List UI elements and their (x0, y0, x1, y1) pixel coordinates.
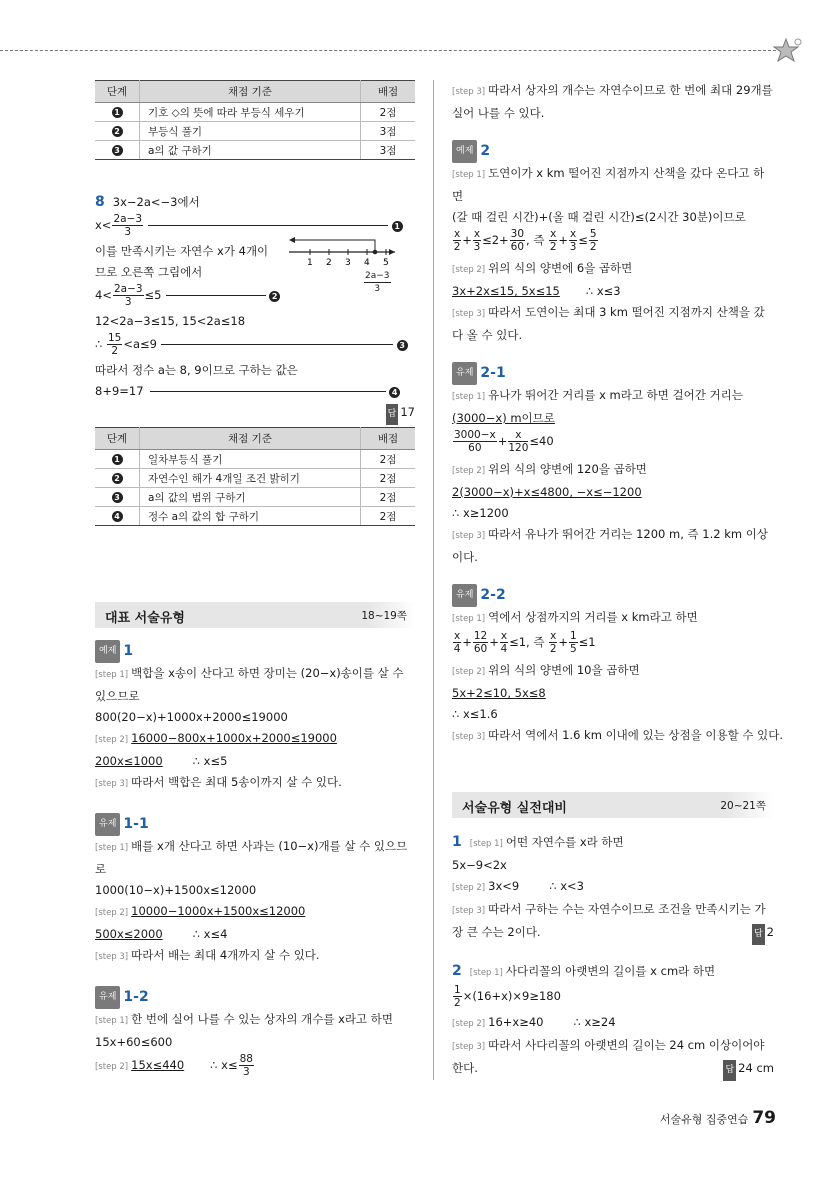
criterion: 자연수인 해가 4개일 조건 밝히기 (140, 469, 361, 488)
solution-line: ∴ x≥1200 (452, 506, 509, 520)
exercise-1-2 (95, 986, 415, 1081)
tick-label: 5 (383, 258, 389, 268)
solution-line: 200x≤1000 (95, 754, 163, 768)
exercise-1-1 (95, 813, 415, 968)
section-title: 대표 서술유형 (105, 611, 185, 626)
number-line-label: $\frac{2a-3}{3}$ (365, 271, 390, 294)
step-label: [step 1] (95, 1016, 129, 1026)
exercise-number: 1-2 (123, 989, 149, 1005)
step-label: [step 2] (95, 908, 129, 918)
tick-label: 1 (307, 258, 313, 268)
math-text: 4< (95, 288, 112, 302)
scoring-table-2 (95, 427, 415, 526)
step-label: [step 1] (95, 670, 129, 680)
answer-badge: 답 (386, 404, 399, 425)
step-number: 1 (112, 107, 123, 118)
page-footer (660, 1108, 776, 1128)
table-row (95, 507, 415, 526)
table-row (95, 141, 415, 160)
solution-line: 15x+60≤600 (95, 1035, 173, 1049)
solution-line: 위의 식의 양변에 120을 곱하면 (488, 462, 647, 476)
solution-line: ∴ x≤ (210, 1058, 238, 1072)
solution-line: ∴ x<3 (549, 879, 584, 893)
solution-line: 따라서 백합은 최대 5송이까지 살 수 있다. (131, 775, 342, 789)
page-number: 79 (752, 1108, 776, 1128)
solution-line: 16000−800x+1000x+2000≤19000 (131, 731, 337, 745)
criterion: 일차부등식 풀기 (140, 450, 361, 469)
solution-line: 따라서 정수 a는 8, 9이므로 구하는 값은 (95, 363, 298, 377)
step-marker: 3 (397, 340, 408, 351)
page-range: 20~21쪽 (720, 800, 766, 812)
exercise-number: 1-1 (123, 816, 149, 832)
answer-value: 17 (400, 405, 415, 419)
points: 2점 (361, 469, 416, 488)
example-2 (452, 140, 774, 346)
table-row (95, 469, 415, 488)
example-number: 1 (123, 643, 134, 659)
step-number: 3 (112, 145, 123, 156)
math-text: ∴ (95, 337, 103, 351)
solution-line: ∴ x≥24 (573, 1015, 616, 1029)
solution-line: 따라서 상자의 개수는 자연수이므로 한 번에 최대 29개를 실어 나를 수 있다. (452, 83, 773, 120)
table-header: 채점 기준 (140, 428, 361, 450)
points: 2점 (361, 103, 416, 122)
footer-label: 서술유형 집중연습 (659, 1113, 749, 1126)
points: 3점 (361, 141, 416, 160)
left-column (95, 80, 415, 1081)
step-number: 4 (112, 511, 123, 522)
answer-value: 24 cm (738, 1061, 774, 1075)
exercise-2-1 (452, 362, 774, 568)
step-number: 2 (112, 126, 123, 137)
table-row (95, 488, 415, 507)
step-label: [step 1] (469, 839, 503, 849)
solution-line: 따라서 유나가 뛰어간 거리는 1200 m, 즉 1.2 km 이상이다. (452, 527, 768, 564)
solution-line: 1000(10−x)+1500x≤12000 (95, 883, 257, 897)
table-header: 배점 (361, 428, 416, 450)
exercise-number: 2-2 (480, 587, 506, 603)
inequality: $\frac{x}{2}$ + $\frac{x}{3}$ ≤2+ $\frac{30}{60}$ , 즉 $\frac{x}{2}$ + $\frac{x}{3}$ ≤ $\frac{5}{2}$ (453, 228, 597, 253)
exercise-tag: 유제 (95, 813, 120, 836)
step-label: [step 1] (452, 170, 486, 180)
question-2 (452, 961, 774, 1081)
solution-line: 3x−2a<−3에서 (112, 195, 200, 209)
header-rule (0, 50, 776, 51)
solution-line: 따라서 구하는 수는 자연수이므로 조건을 만족시키는 가장 큰 수는 2이다. (452, 902, 766, 939)
solution-line: 어떤 자연수를 x라 하면 (505, 835, 624, 849)
section-banner (452, 792, 774, 818)
points: 2점 (361, 450, 416, 469)
example-tag: 예제 (452, 140, 477, 163)
step-label: [step 2] (452, 667, 486, 677)
step-label: [step 3] (452, 906, 486, 916)
solution-line: ×(16+x)×9≥180 (462, 989, 561, 1003)
step-label: [step 2] (452, 466, 486, 476)
math-text: <a≤9 (123, 337, 157, 351)
column-divider (433, 80, 434, 1080)
scoring-table-1 (95, 80, 415, 160)
solution-line: 5x−9<2x (452, 858, 507, 872)
solution-line: (갈 때 걸린 시간)+(올 때 걸린 시간)≤(2시간 30분)이므로 (452, 210, 746, 224)
step-label: [step 3] (452, 732, 486, 742)
points: 2점 (361, 507, 416, 526)
fraction: $\frac{15}{2}$ (107, 332, 122, 357)
step-number: 2 (112, 473, 123, 484)
step-label: [step 2] (452, 265, 486, 275)
table-header: 단계 (95, 428, 140, 450)
answer-badge: 답 (752, 924, 765, 945)
table-header: 채점 기준 (140, 81, 361, 103)
step-number: 1 (112, 454, 123, 465)
criterion: a의 값의 범위 구하기 (140, 488, 361, 507)
solution-line: 500x≤2000 (95, 927, 163, 941)
example-number: 2 (480, 143, 491, 159)
solution-line: 이를 만족시키는 자연수 x가 4개이 (95, 244, 269, 258)
criterion: 부등식 풀기 (140, 122, 361, 141)
problem-number: 1 (452, 834, 462, 850)
solution-line: 한 번에 실어 나를 수 있는 상자의 개수를 x라고 하면 (131, 1012, 394, 1026)
question-1 (452, 832, 774, 945)
points: 2점 (361, 488, 416, 507)
step-label: [step 1] (452, 392, 486, 402)
solution-line: 16+x≥40 (488, 1015, 544, 1029)
fraction: $\frac{2a-3}{3}$ (113, 213, 143, 238)
solution-line: 위의 식의 양변에 6을 곱하면 (488, 261, 633, 275)
solution-line: 12<2a−3≤15, 15<2a≤18 (95, 314, 246, 328)
problem-8 (95, 192, 415, 425)
step-label: [step 2] (452, 883, 486, 893)
fraction: $\frac{1}{2}$ (454, 984, 461, 1009)
right-column (452, 80, 784, 1081)
step-label: [step 3] (452, 531, 486, 541)
step-label: [step 3] (452, 87, 486, 97)
solution-line: ∴ x≤5 (192, 754, 228, 768)
page-range: 18~19쪽 (361, 610, 407, 622)
math-text: x< (95, 218, 112, 232)
fraction: $\frac{2a-3}{3}$ (113, 283, 143, 308)
solution-line: 유나가 뛰어간 거리를 x m라고 하면 걸어간 거리는 (488, 388, 743, 402)
answer-badge: 답 (723, 1060, 736, 1081)
exercise-tag: 유제 (95, 986, 120, 1009)
solution-line: 배를 x개 산다고 하면 사과는 (10−x)개를 살 수 있으므로 (95, 839, 408, 876)
exercise-number: 2-1 (480, 365, 506, 381)
section-banner (95, 602, 415, 628)
points: 3점 (361, 122, 416, 141)
table-header: 배점 (361, 81, 416, 103)
step-label: [step 1] (469, 968, 503, 978)
exercise-2-2 (452, 584, 784, 748)
section-title: 서술유형 실전대비 (462, 801, 567, 816)
problem-number: 2 (452, 963, 462, 979)
step-label: [step 3] (452, 1042, 486, 1052)
step-label: [step 3] (95, 779, 129, 789)
solution-line: 800(20−x)+1000x+2000≤19000 (95, 710, 288, 724)
solution-line: 5x+2≤10, 5x≤8 (452, 686, 546, 700)
step-marker: 4 (389, 387, 400, 398)
solution-line: 3x<9 (488, 879, 520, 893)
step-label: [step 1] (452, 614, 486, 624)
step-label: [step 2] (95, 735, 129, 745)
solution-line: ∴ x≤3 (585, 284, 621, 298)
table-row (95, 103, 415, 122)
solution-line: 15x≤440 (131, 1058, 185, 1072)
solution-line: 도연이가 x km 떨어진 지점까지 산책을 갔다 온다고 하면 (452, 166, 765, 203)
solution-line: ∴ x≤4 (192, 927, 228, 941)
step-label: [step 1] (95, 843, 129, 853)
step-label: [step 2] (452, 1019, 486, 1029)
fraction: $\frac{88}{3}$ (239, 1053, 253, 1078)
exercise-tag: 유제 (452, 362, 477, 385)
solution-line: 따라서 배는 최대 4개까지 살 수 있다. (131, 948, 320, 962)
criterion: a의 값 구하기 (140, 141, 361, 160)
table-header: 단계 (95, 81, 140, 103)
solution-line: 2(3000−x)+x≤4800, −x≤−1200 (452, 485, 642, 499)
exercise-1-2-cont (452, 80, 774, 124)
step-marker: 2 (269, 291, 280, 302)
table-row (95, 122, 415, 141)
answer-value: 2 (766, 925, 774, 939)
solution-line: (3000−x) m이므로 (452, 411, 555, 425)
tick-label: 3 (345, 258, 351, 268)
criterion: 기호 ◇의 뜻에 따라 부등식 세우기 (140, 103, 361, 122)
solution-line: 백합을 x송이 산다고 하면 장미는 (20−x)송이를 살 수 있으므로 (95, 666, 404, 703)
example-1 (95, 640, 415, 795)
solution-line: 따라서 사다리꼴의 아랫변의 길이는 24 cm 이상이어야 한다. (452, 1038, 765, 1075)
solution-line: 위의 식의 양변에 10을 곱하면 (488, 663, 640, 677)
inequality: $\frac{3000-x}{60}$ + $\frac{x}{120}$ ≤40 (454, 429, 554, 454)
step-label: [step 3] (452, 309, 486, 319)
solution-line: 3x+2x≤15, 5x≤15 (452, 284, 560, 298)
solution-line: 사다리꼴의 아랫변의 길이를 x cm라 하면 (505, 964, 716, 978)
step-label: [step 2] (95, 1062, 129, 1072)
solution-line: 따라서 도연이는 최대 3 km 떨어진 지점까지 산책을 갔다 올 수 있다. (452, 305, 765, 342)
exercise-tag: 유제 (452, 584, 477, 607)
math-text: ≤5 (144, 288, 162, 302)
step-label: [step 3] (95, 952, 129, 962)
tick-label: 4 (364, 258, 370, 268)
math-text: 8+9=17 (95, 384, 144, 398)
solution-line: 역에서 상점까지의 거리를 x km라고 하면 (488, 610, 698, 624)
solution-line: 므로 오른쪽 그림에서 (95, 265, 203, 279)
star-icon (773, 36, 803, 66)
solution-line: 따라서 역에서 1.6 km 이내에 있는 상점을 이용할 수 있다. (488, 728, 784, 742)
step-number: 3 (112, 492, 123, 503)
step-marker: 1 (392, 221, 403, 232)
inequality: $\frac{x}{4}$ + $\frac{12}{60}$ + $\frac{x}{4}$ ≤1, 즉 $\frac{x}{2}$ + $\frac{1}{5}$ ≤1 (453, 630, 596, 655)
solution-line: 10000−1000x+1500x≤12000 (131, 904, 306, 918)
problem-number: 8 (95, 194, 105, 210)
tick-label: 2 (326, 258, 332, 268)
solution-line: ∴ x≤1.6 (452, 707, 498, 721)
criterion: 정수 a의 값의 합 구하기 (140, 507, 361, 526)
example-tag: 예제 (95, 640, 120, 663)
table-row (95, 450, 415, 469)
